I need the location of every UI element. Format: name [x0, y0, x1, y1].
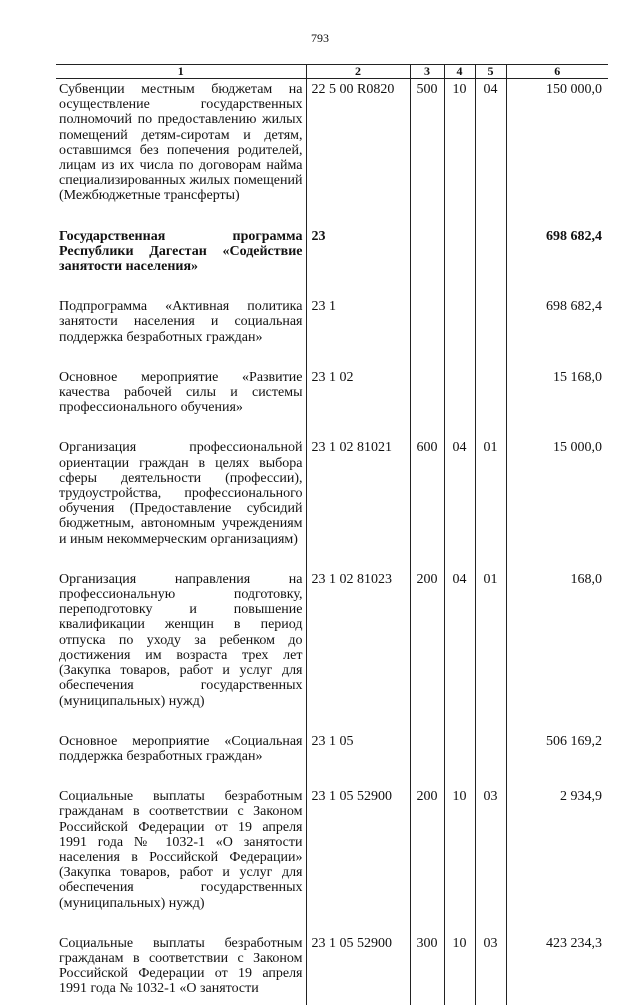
expense-type: 500	[410, 79, 444, 226]
item-name: Основное мероприятие «Развитие качества рабочей силы и системы профессионального обучения»	[59, 369, 303, 416]
expense-type	[410, 367, 444, 438]
table-row	[56, 731, 608, 786]
item-code: 23	[306, 226, 410, 297]
table-row	[56, 569, 608, 731]
table-row	[56, 296, 608, 367]
section: 04	[444, 437, 475, 568]
table-row	[56, 933, 608, 1005]
subsection: 04	[475, 79, 506, 226]
item-code: 23 1	[306, 296, 410, 367]
section	[444, 731, 475, 786]
subsection	[475, 367, 506, 438]
expense-type: 200	[410, 569, 444, 731]
expense-type: 600	[410, 437, 444, 568]
expense-type	[410, 226, 444, 297]
item-name: Социальные выплаты безработным гражданам в соответствии с Законом Российской Федерации от 19 апреля 1991 года № 1032-1 «О занятости населения в Российской Федерации» (Закупка товаров, работ и услуг для обеспечения государственных (муниципальных) нужд)	[59, 789, 303, 911]
table-row	[56, 226, 608, 297]
item-name: Субвенции местным бюджетам на осуществление государственных полномочий по предоставлению жилых помещений детям-сиротам и детям, оставшимся без попечения родителей, лицам из их числа по договорам найма специализированных жилых помещений (Межбюджетные трансферты)	[59, 82, 303, 204]
item-code: 22 5 00 R0820	[306, 79, 410, 226]
amount: 15 168,0	[506, 367, 608, 438]
section: 10	[444, 79, 475, 226]
amount: 423 234,3	[506, 933, 608, 1005]
section: 10	[444, 933, 475, 1005]
expense-type: 300	[410, 933, 444, 1005]
item-name: Организация профессиональной ориентации граждан в целях выбора сферы деятельности (профессии), трудоустройства, профессионального обучения (Предоставление субсидий бюджетным, автономным учреждениям и иным некоммерческим организациям)	[59, 440, 303, 547]
column-header: 5	[475, 65, 506, 79]
subsection	[475, 731, 506, 786]
amount: 506 169,2	[506, 731, 608, 786]
section	[444, 296, 475, 367]
table-row	[56, 367, 608, 438]
item-code: 23 1 02 81021	[306, 437, 410, 568]
item-name: Подпрограмма «Активная политика занятости населения и социальная поддержка безработных граждан»	[59, 299, 303, 345]
expense-type	[410, 731, 444, 786]
item-code: 23 1 02	[306, 367, 410, 438]
expense-type	[410, 296, 444, 367]
section	[444, 226, 475, 297]
item-name: Основное мероприятие «Социальная поддержка безработных граждан»	[59, 733, 303, 764]
section: 10	[444, 786, 475, 933]
amount: 2 934,9	[506, 786, 608, 933]
column-header: 6	[506, 65, 608, 79]
table-row	[56, 786, 608, 933]
table-row	[56, 79, 608, 226]
item-code: 23 1 05 52900	[306, 786, 410, 933]
section: 04	[444, 569, 475, 731]
column-header: 3	[410, 65, 444, 79]
subsection	[475, 296, 506, 367]
item-name: Организация направления на профессиональную подготовку, переподготовку и повышение квалификации женщин в период отпуска по уходу за ребенком до достижения им возраста трех лет (Закупка товаров, работ и услуг для обеспечения государственных (муниципальных) нужд)	[59, 571, 303, 709]
expense-type: 200	[410, 786, 444, 933]
item-code: 23 1 05	[306, 731, 410, 786]
budget-table	[56, 64, 608, 1005]
item-code: 23 1 02 81023	[306, 569, 410, 731]
column-header: 4	[444, 65, 475, 79]
table-row	[56, 437, 608, 568]
page-number: 793	[311, 31, 329, 45]
section	[444, 367, 475, 438]
column-header: 1	[56, 65, 306, 79]
item-name: Государственная программа Республики Дагестан «Содействие занятости населения»	[59, 228, 303, 275]
subsection	[475, 226, 506, 297]
table-header-row	[56, 65, 608, 79]
amount: 15 000,0	[506, 437, 608, 568]
subsection: 03	[475, 933, 506, 1005]
subsection: 01	[475, 569, 506, 731]
amount: 150 000,0	[506, 79, 608, 226]
subsection: 01	[475, 437, 506, 568]
item-code: 23 1 05 52900	[306, 933, 410, 1005]
amount: 698 682,4	[506, 296, 608, 367]
amount: 698 682,4	[506, 226, 608, 297]
column-header: 2	[306, 65, 410, 79]
subsection: 03	[475, 786, 506, 933]
item-name: Социальные выплаты безработным гражданам в соответствии с Законом Российской Федерации от 19 апреля 1991 года № 1032-1 «О занятости	[59, 935, 303, 997]
amount: 168,0	[506, 569, 608, 731]
